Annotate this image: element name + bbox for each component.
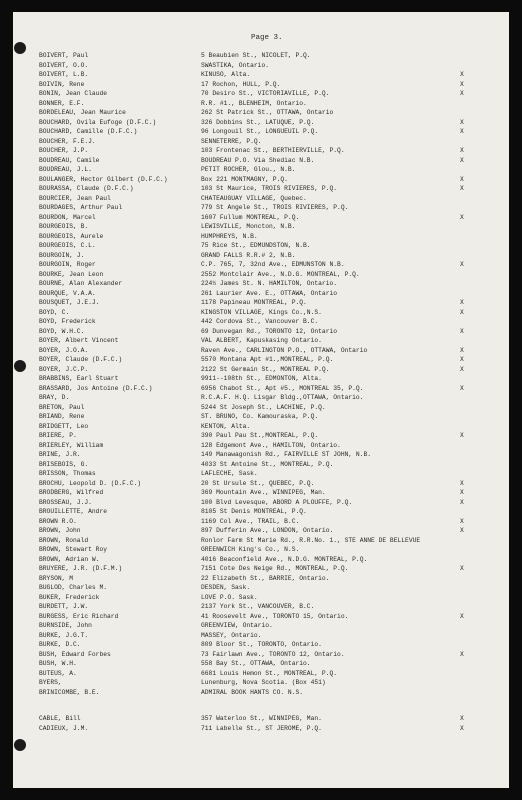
name-cell: BOURGEOIS, B. <box>39 223 89 230</box>
address-cell: Ronlor Farm St Marie Rd., R.R.No. 1., STE ANNE DE BELLEVUE <box>201 536 421 544</box>
address-cell: 7151 Cote Des Neige Rd., MONTREAL, P.Q. <box>201 565 349 572</box>
address-cell: PETIT ROCHER, Glou., N.B. <box>201 166 296 173</box>
name-cell: BRAY, D. <box>39 394 70 401</box>
list-item <box>13 545 509 555</box>
list-item <box>13 517 509 527</box>
list-item <box>13 203 509 213</box>
list-item <box>13 327 509 337</box>
address-cell: GREENWICH King's Co., N.S. <box>201 546 300 553</box>
list-item <box>13 507 509 517</box>
mark-cell: X <box>460 71 464 78</box>
mark-cell: X <box>460 346 464 354</box>
address-cell: 2137 York St., VANCOUVER, B.C. <box>201 603 315 610</box>
name-cell: BOURNE, Alan Alexander <box>39 280 123 287</box>
list-item <box>13 61 509 71</box>
list-item <box>13 724 509 734</box>
name-cell: BRINICOMBE, B.E. <box>39 688 100 696</box>
mark-cell: X <box>460 565 464 572</box>
name-cell: BRISEBOIS, G. <box>39 460 89 468</box>
address-cell: 100 Blvd Levesque, ABORD A PLOUFFE, P.Q. <box>201 498 353 506</box>
address-cell: 2552 Montclair Ave., N.D.G. MONTREAL, P.Q. <box>201 270 360 278</box>
mark-cell: X <box>460 527 464 534</box>
list-item <box>13 241 509 251</box>
address-cell: 1169 Col Ave., TRAIL, B.C. <box>201 517 300 525</box>
name-cell: BOUSQUET, J.E.J. <box>39 299 100 306</box>
list-item <box>13 270 509 280</box>
name-cell: BOURGOIN, J. <box>39 251 85 259</box>
mark-cell: X <box>460 156 464 164</box>
mark-cell: X <box>460 498 464 506</box>
name-cell: BURDETT, J.W. <box>39 603 89 610</box>
name-cell: BROUILLETTE, Andre <box>39 508 108 515</box>
list-item <box>13 194 509 204</box>
mark-cell: X <box>460 128 464 135</box>
name-cell: BOYD, Frederick <box>39 318 96 325</box>
mark-cell: X <box>460 432 464 439</box>
name-cell: BOYER, Albert Vincent <box>39 337 119 344</box>
address-cell: 224½ James St. N. HAMILTON, Ontario. <box>201 280 338 287</box>
name-cell: BOYD, C. <box>39 308 70 316</box>
name-cell: BOIVERT, Paul <box>39 52 89 59</box>
list-item <box>13 384 509 394</box>
name-cell: BUSH, Edward Forbes <box>39 650 111 658</box>
name-cell: BUTEUS, A. <box>39 669 77 677</box>
address-cell: 4033 St Antoine St., MONTREAL, P.Q. <box>201 460 334 468</box>
address-cell: LEWISVILLE, Moncton, N.B. <box>201 223 296 230</box>
address-cell: 390 Paul Pau St.,MONTREAL, P.Q. <box>201 432 319 439</box>
mark-cell: X <box>460 308 464 316</box>
address-cell: R.R. #1., BLENHEIM, Ontario. <box>201 99 307 107</box>
name-cell: BONIN, Jean Claude <box>39 90 108 97</box>
list-item <box>13 593 509 603</box>
mark-cell: X <box>460 185 464 192</box>
list-item <box>13 422 509 432</box>
address-cell: CHATEAUGUAY VILLAGE, Quebec. <box>201 194 307 202</box>
list-item <box>13 441 509 451</box>
name-cell: BROCHU, Leopold D. (D.F.C.) <box>39 479 142 487</box>
list-item <box>13 89 509 99</box>
name-cell: BRINE, J.R. <box>39 451 81 458</box>
list-item <box>13 564 509 574</box>
list-item <box>13 156 509 166</box>
address-cell: 6681 Louis Hemon St., MONTREAL, P.Q. <box>201 669 338 677</box>
mark-cell: X <box>460 175 464 183</box>
list-item <box>13 602 509 612</box>
list-item <box>13 555 509 565</box>
list-item <box>13 431 509 441</box>
mark-cell: X <box>460 147 464 154</box>
address-cell: 262 St Patrick St., OTTAWA, Ontario <box>201 109 334 116</box>
list-item <box>13 621 509 631</box>
name-cell: BROWN R.O. <box>39 517 77 525</box>
list-item <box>13 412 509 422</box>
list-item <box>13 336 509 346</box>
mark-cell: X <box>460 80 464 88</box>
address-cell: 711 Labelle St., ST JEROME, P.Q. <box>201 724 322 732</box>
list-item <box>13 498 509 508</box>
name-cell: BOUCHER, J.P. <box>39 147 89 154</box>
mark-cell: X <box>460 724 464 732</box>
list-item <box>13 469 509 479</box>
list-item <box>13 289 509 299</box>
name-cell: BOIVERT, L.B. <box>39 71 89 78</box>
address-cell: 5244 St Joseph St., LACHINE, P.Q. <box>201 403 326 411</box>
name-cell: BOURDAGES, Arthur Paul <box>39 204 123 211</box>
list-item <box>13 146 509 156</box>
mark-cell: X <box>460 90 464 97</box>
list-item <box>13 260 509 270</box>
list-item <box>13 355 509 365</box>
name-cell: BOYER, J.C.P. <box>39 365 89 373</box>
address-cell: 809 Bloor St., TORONTO, Ontario. <box>201 641 322 648</box>
address-cell: 149 Manawagonish Rd., FAIRVILLE ST JOHN, N.B. <box>201 451 372 458</box>
name-cell: BOYER, Claude (D.F.C.) <box>39 356 123 363</box>
mark-cell: X <box>460 261 464 268</box>
list-item <box>13 688 509 698</box>
name-cell: BOURDON, Marcel <box>39 213 96 221</box>
name-cell: BROWN, Adrian W. <box>39 555 100 563</box>
address-cell: 897 Dufferin Ave., LONDON, Ontario. <box>201 527 334 534</box>
address-cell: 103 St Maurice, TROIS RIVIERES, P.Q. <box>201 185 338 192</box>
list-item <box>13 650 509 660</box>
address-cell: 69 Dunvegan Rd., TORONTO 12, Ontario <box>201 327 338 335</box>
name-cell: BOURKE, Jean Leon <box>39 270 104 278</box>
mark-cell: X <box>460 715 464 722</box>
list-item <box>13 640 509 650</box>
address-cell: 442 Cordova St., Vancouver B.C. <box>201 318 319 325</box>
list-item <box>13 678 509 688</box>
address-cell: SWASTIKA, Ontario. <box>201 61 270 69</box>
address-cell: 8105 St Denis MONTREAL, P.Q. <box>201 508 307 515</box>
name-cell: BOULANGER, Hector Gilbert (D.F.C.) <box>39 175 168 183</box>
list-item <box>13 232 509 242</box>
list-item <box>13 51 509 61</box>
roster-list <box>13 51 509 733</box>
mark-cell: X <box>460 118 464 126</box>
mark-cell: X <box>460 356 464 363</box>
list-item <box>13 393 509 403</box>
name-cell: BOUDREAU, Camile <box>39 156 100 164</box>
list-item <box>13 175 509 185</box>
name-cell: BOURASSA, Claude (D.F.C.) <box>39 185 134 192</box>
list-item <box>13 583 509 593</box>
address-cell: GRAND FALLS R.R.# 2, N.B. <box>201 251 296 259</box>
list-item <box>13 460 509 470</box>
address-cell: Box 221 MONTMAGNY, P.Q. <box>201 175 288 183</box>
address-cell: Lunenburg, Nova Scotia. (Box 451) <box>201 679 326 686</box>
address-cell: LAFLECHE, Sask. <box>201 470 258 477</box>
address-cell: 20 St Ursule St., QUEBEC, P.Q. <box>201 479 315 487</box>
name-cell: BRYSON, M <box>39 574 74 582</box>
list-item <box>13 714 509 724</box>
name-cell: BRIAND, Rene <box>39 413 85 420</box>
address-cell: 128 Edgemont Ave., HAMILTON, Ontario. <box>201 441 341 449</box>
name-cell: BOURGEOIS, C.L. <box>39 242 96 249</box>
address-cell: 73 Fairlawn Ave., TORONTO 12, Ontario. <box>201 650 345 658</box>
address-cell: 75 Rice St., EDMUNDSTON, N.B. <box>201 242 311 249</box>
mark-cell: X <box>460 479 464 487</box>
list-item <box>13 165 509 175</box>
mark-cell: X <box>460 612 464 620</box>
name-cell: BRIERLEY, William <box>39 441 104 449</box>
address-cell: 1178 Papineau MONTREAL, P.Q. <box>201 299 307 306</box>
list-item <box>13 213 509 223</box>
address-cell: GREENVIEW, Ontario. <box>201 622 273 629</box>
address-cell: KINUSO, Alta. <box>201 71 251 78</box>
name-cell: BROSSEAU, J.J. <box>39 498 92 506</box>
address-cell: BOUDREAU P.O. Via Shediac N.B. <box>201 156 315 164</box>
address-cell: C.P. 765, 7, 32nd Ave., EDMUNSTON N.B. <box>201 261 345 268</box>
address-cell: 96 Longouil St., LONGUEUIL P.Q. <box>201 128 319 135</box>
list-item <box>13 317 509 327</box>
document-page <box>13 12 509 788</box>
list-item <box>13 222 509 232</box>
address-cell: ST. BRUNO, Co. Kamouraska, P.Q. <box>201 413 319 420</box>
list-item <box>13 279 509 289</box>
name-cell: BOUCHARD, Ovila Eufoge (D.F.C.) <box>39 118 157 126</box>
name-cell: BOUDREAU, J.L. <box>39 166 92 173</box>
address-cell: ADMIRAL BOOK HANTS CO. N.S. <box>201 688 304 696</box>
address-cell: 22 Elizabeth St., BARRIE, Ontario. <box>201 574 330 582</box>
list-item <box>13 450 509 460</box>
address-cell: DESDEN, Sask. <box>201 584 251 591</box>
name-cell: BROWN, Stewart Roy <box>39 546 108 553</box>
name-cell: BRETON, Paul <box>39 403 85 411</box>
list-item <box>13 479 509 489</box>
list-item <box>13 526 509 536</box>
address-cell: KINGSTON VILLAGE, Kings Co.,N.S. <box>201 308 322 316</box>
address-cell: MASSEY, Ontario. <box>201 631 262 639</box>
name-cell: BOURQUE, V.A.A. <box>39 289 96 297</box>
name-cell: BUGLOD, Charles M. <box>39 584 108 591</box>
address-cell: 558 Bay St., OTTAWA, Ontario. <box>201 660 311 667</box>
mark-cell: X <box>460 650 464 658</box>
address-cell: 1607 Fullum MONTREAL, P.Q. <box>201 213 300 221</box>
name-cell: BOUCHARD, Camille (D.F.C.) <box>39 128 138 135</box>
address-cell: 17 Rochon, HULL, P.Q. <box>201 80 281 88</box>
name-cell: BRODBERG, Wilfred <box>39 489 104 496</box>
list-item <box>13 298 509 308</box>
name-cell: BOIVIN, Rene <box>39 80 85 88</box>
list-item <box>13 403 509 413</box>
list-item <box>13 70 509 80</box>
mark-cell: X <box>460 213 464 221</box>
list-item <box>13 80 509 90</box>
list-item <box>13 127 509 137</box>
name-cell: BOIVERT, O.O. <box>39 61 89 69</box>
list-item <box>13 108 509 118</box>
list-item <box>13 631 509 641</box>
address-cell: 6956 Chabot St., Apt #5., MONTREAL 35, P.Q. <box>201 384 364 392</box>
address-cell: HUMPHREYS, N.B. <box>201 232 258 240</box>
address-cell: 9911--108th St., EDMONTON, Alta. <box>201 375 322 382</box>
address-cell: 70 Desiro St., VICTORIAVILLE, P.Q. <box>201 90 330 97</box>
name-cell: BUSH, W.H. <box>39 660 77 667</box>
name-cell: BRASSARD, Jos Antoine (D.F.C.) <box>39 384 153 392</box>
address-cell: KENTON, Alta. <box>201 422 251 430</box>
address-cell: 4016 Beaconfield Ave., N.D.G. MONTREAL, P.Q. <box>201 555 368 563</box>
address-cell: VAL ALBERT, Kapuskasing Ontario. <box>201 337 322 344</box>
list-item <box>13 184 509 194</box>
address-cell: 41 Roosevelt Ave., TORONTO 15, Ontario. <box>201 612 349 620</box>
address-cell: 103 Frontenac St., BERTHIERVILLE, P.Q. <box>201 147 345 154</box>
name-cell: BOYER, J.O.A. <box>39 346 89 354</box>
address-cell: SENNETERRE, P.Q. <box>201 137 262 145</box>
name-cell: BRUYERE, J.R. (D.F.M.) <box>39 565 123 572</box>
list-item <box>13 99 509 109</box>
name-cell: BOYD, W.H.C. <box>39 327 85 335</box>
list-item <box>13 251 509 261</box>
address-cell: LOVE P.O. Sask. <box>201 593 258 601</box>
address-cell: 779 St Angele St., TROIS RIVIERES, P.Q. <box>201 204 349 211</box>
list-item <box>13 374 509 384</box>
name-cell: BRISSON, Thomas <box>39 470 96 477</box>
address-cell: 261 Laurier Ave. E., OTTAWA, Ontario <box>201 289 338 297</box>
mark-cell: X <box>460 365 464 373</box>
list-item <box>13 118 509 128</box>
name-cell: BOURGEOIS, Aurele <box>39 232 104 240</box>
list-item <box>13 137 509 147</box>
mark-cell: X <box>460 327 464 335</box>
name-cell: CADIEUX, J.M. <box>39 724 89 732</box>
address-cell: 357 Waterloo St., WINNIPEG, Man. <box>201 715 322 722</box>
name-cell: CABLE, Bill <box>39 715 81 722</box>
name-cell: BURNSIDE, John <box>39 622 92 629</box>
name-cell: BRABBINS, Earl Stuart <box>39 375 119 382</box>
list-item <box>13 365 509 375</box>
address-cell: 5 Beaubien St., NICOLET, P.Q. <box>201 52 311 59</box>
name-cell: BROWN, Ronald <box>39 536 89 544</box>
mark-cell: X <box>460 384 464 392</box>
name-cell: BORDELEAU, Jean Maurice <box>39 109 126 116</box>
page-number: Page 3. <box>251 34 283 42</box>
mark-cell: X <box>460 299 464 306</box>
mark-cell: X <box>460 517 464 525</box>
address-cell: 326 Dobbins St., LATUQUE, P.Q. <box>201 118 315 126</box>
address-cell: Raven Ave., CARLINGTON P.O., OTTAWA, Ontario <box>201 346 368 354</box>
address-cell: 2122 St Germain St., MONTREAL P.Q. <box>201 365 330 373</box>
name-cell: BRIDGETT, Leo <box>39 422 89 430</box>
name-cell: BOURCIER, Jean Paul <box>39 194 111 202</box>
address-cell: 369 Mountain Ave., WINNIPEG, Man. <box>201 489 326 496</box>
name-cell: BOURGOIN, Roger <box>39 261 96 268</box>
list-item <box>13 488 509 498</box>
name-cell: BRIERE, P. <box>39 432 77 439</box>
name-cell: BURKE, J.G.T. <box>39 631 89 639</box>
list-item <box>13 574 509 584</box>
list-item <box>13 346 509 356</box>
list-item <box>13 612 509 622</box>
mark-cell: X <box>460 489 464 496</box>
address-cell: 5570 Montana Apt #1.,MONTREAL, P.Q. <box>201 356 334 363</box>
name-cell: BURGESS, Eric Richard <box>39 612 119 620</box>
list-item <box>13 659 509 669</box>
punch-hole-bottom <box>14 739 26 751</box>
list-item <box>13 308 509 318</box>
name-cell: BROWN, John <box>39 527 81 534</box>
name-cell: BURKE, D.C. <box>39 641 81 648</box>
name-cell: BYERS, <box>39 679 62 686</box>
list-item <box>13 536 509 546</box>
name-cell: BOUCHER, F.E.J. <box>39 137 96 145</box>
list-item <box>13 669 509 679</box>
name-cell: BONNER, E.F. <box>39 99 85 107</box>
name-cell: BUKER, Frederick <box>39 593 100 601</box>
address-cell: R.C.A.F. H.Q. Lisgar Bldg.,OTTAWA, Ontario. <box>201 394 364 401</box>
